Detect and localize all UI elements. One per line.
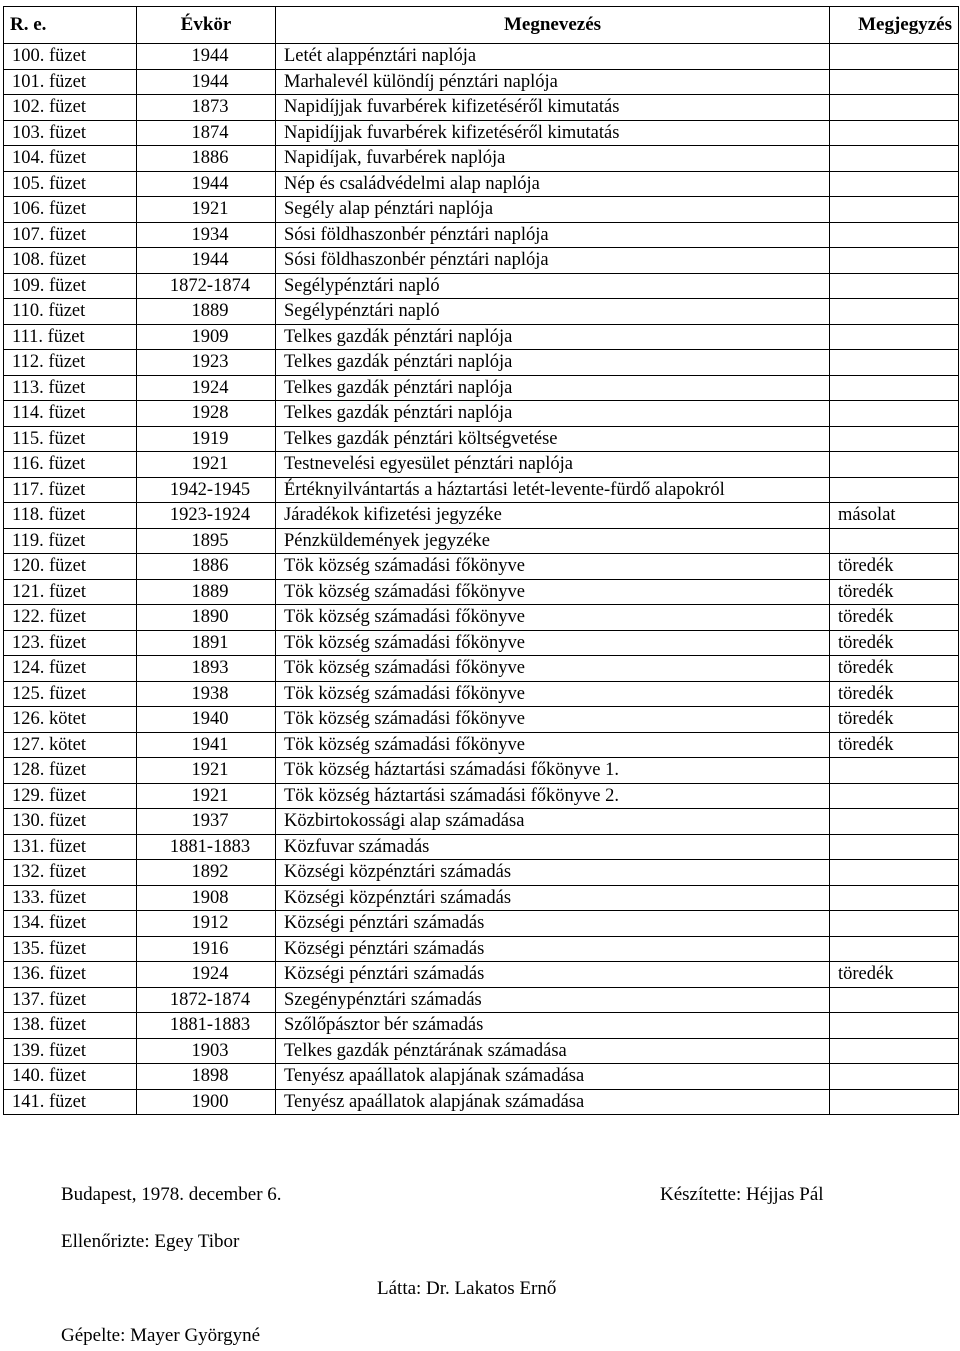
title-cell: Járadékok kifizetési jegyzéke [276, 503, 830, 529]
ref-number-cell: 134. füzet [4, 911, 137, 937]
remark-cell: töredék [830, 681, 959, 707]
remark-cell: töredék [830, 656, 959, 682]
ref-number-cell: 140. füzet [4, 1064, 137, 1090]
remark-cell [830, 44, 959, 70]
year-cell: 1924 [137, 962, 276, 988]
year-cell: 1921 [137, 783, 276, 809]
register-table [3, 6, 959, 1115]
ref-number-cell: 113. füzet [4, 375, 137, 401]
ref-number-cell: 127. kötet [4, 732, 137, 758]
ref-number-cell: 110. füzet [4, 299, 137, 325]
remark-cell [830, 146, 959, 172]
remark-cell [830, 452, 959, 478]
ref-number-cell: 137. füzet [4, 987, 137, 1013]
year-cell: 1872-1874 [137, 273, 276, 299]
year-cell: 1921 [137, 452, 276, 478]
remark-cell [830, 936, 959, 962]
title-cell: Községi közpénztári számadás [276, 885, 830, 911]
remark-cell: töredék [830, 605, 959, 631]
table-row [4, 911, 959, 937]
table-row [4, 707, 959, 733]
remark-cell [830, 987, 959, 1013]
ref-number-cell: 129. füzet [4, 783, 137, 809]
ref-number-cell: 139. füzet [4, 1038, 137, 1064]
title-cell: Marhalevél különdíj pénztári naplója [276, 69, 830, 95]
checked-by: Ellenőrizte: Egey Tibor [61, 1231, 240, 1252]
ref-number-cell: 104. füzet [4, 146, 137, 172]
table-row [4, 248, 959, 274]
header-ref-number: R. e. [4, 7, 137, 44]
remark-cell [830, 809, 959, 835]
table-row [4, 452, 959, 478]
table-row [4, 44, 959, 70]
year-cell: 1912 [137, 911, 276, 937]
year-cell: 1886 [137, 554, 276, 580]
title-cell: Tök község számadási főkönyve [276, 605, 830, 631]
ref-number-cell: 124. füzet [4, 656, 137, 682]
table-row [4, 426, 959, 452]
title-cell: Telkes gazdák pénztárának számadása [276, 1038, 830, 1064]
year-cell: 1881-1883 [137, 1013, 276, 1039]
remark-cell [830, 324, 959, 350]
year-cell: 1900 [137, 1089, 276, 1115]
year-cell: 1937 [137, 809, 276, 835]
table-row [4, 375, 959, 401]
remark-cell: töredék [830, 732, 959, 758]
title-cell: Telkes gazdák pénztári naplója [276, 324, 830, 350]
ref-number-cell: 131. füzet [4, 834, 137, 860]
title-cell: Közfuvar számadás [276, 834, 830, 860]
remark-cell [830, 860, 959, 886]
ref-number-cell: 125. füzet [4, 681, 137, 707]
title-cell: Testnevelési egyesület pénztári naplója [276, 452, 830, 478]
remark-cell [830, 528, 959, 554]
ref-number-cell: 118. füzet [4, 503, 137, 529]
table-row [4, 962, 959, 988]
title-cell: Községi pénztári számadás [276, 936, 830, 962]
title-cell: Tök község számadási főkönyve [276, 554, 830, 580]
title-cell: Napidíjjak fuvarbérek kifizetéséről kimutatás [276, 120, 830, 146]
title-cell: Telkes gazdák pénztári költségvetése [276, 426, 830, 452]
ref-number-cell: 108. füzet [4, 248, 137, 274]
table-row [4, 681, 959, 707]
year-cell: 1892 [137, 860, 276, 886]
year-cell: 1944 [137, 69, 276, 95]
remark-cell [830, 834, 959, 860]
title-cell: Nép és családvédelmi alap naplója [276, 171, 830, 197]
remark-cell [830, 885, 959, 911]
title-cell: Segély alap pénztári naplója [276, 197, 830, 223]
title-cell: Tök község számadási főkönyve [276, 732, 830, 758]
ref-number-cell: 115. füzet [4, 426, 137, 452]
year-cell: 1919 [137, 426, 276, 452]
remark-cell [830, 350, 959, 376]
ref-number-cell: 109. füzet [4, 273, 137, 299]
table-row [4, 656, 959, 682]
table-row [4, 630, 959, 656]
ref-number-cell: 130. füzet [4, 809, 137, 835]
remark-cell: töredék [830, 707, 959, 733]
title-cell: Tök község számadási főkönyve [276, 656, 830, 682]
ref-number-cell: 123. füzet [4, 630, 137, 656]
table-row [4, 732, 959, 758]
ref-number-cell: 112. füzet [4, 350, 137, 376]
header-row [4, 7, 959, 44]
title-cell: Szőlőpásztor bér számadás [276, 1013, 830, 1039]
ref-number-cell: 141. füzet [4, 1089, 137, 1115]
remark-cell [830, 1089, 959, 1115]
ref-number-cell: 132. füzet [4, 860, 137, 886]
year-cell: 1903 [137, 1038, 276, 1064]
ref-number-cell: 119. füzet [4, 528, 137, 554]
title-cell: Tök község háztartási számadási főkönyve 2. [276, 783, 830, 809]
table-row [4, 350, 959, 376]
remark-cell [830, 222, 959, 248]
title-cell: Pénzküldemények jegyzéke [276, 528, 830, 554]
table-row [4, 579, 959, 605]
year-cell: 1923-1924 [137, 503, 276, 529]
title-cell: Letét alappénztári naplója [276, 44, 830, 70]
table-row [4, 95, 959, 121]
table-row [4, 197, 959, 223]
remark-cell [830, 783, 959, 809]
table-row [4, 273, 959, 299]
table-row [4, 605, 959, 631]
ref-number-cell: 120. füzet [4, 554, 137, 580]
table-row [4, 503, 959, 529]
table-row [4, 834, 959, 860]
remark-cell [830, 911, 959, 937]
table-header [4, 7, 959, 44]
year-cell: 1916 [137, 936, 276, 962]
table-row [4, 1038, 959, 1064]
seen-by: Látta: Dr. Lakatos Ernő [377, 1278, 557, 1299]
year-cell: 1923 [137, 350, 276, 376]
title-cell: Sósi földhaszonbér pénztári naplója [276, 248, 830, 274]
year-cell: 1934 [137, 222, 276, 248]
remark-cell [830, 248, 959, 274]
year-cell: 1874 [137, 120, 276, 146]
title-cell: Tök község számadási főkönyve [276, 630, 830, 656]
table-row [4, 324, 959, 350]
table-row [4, 146, 959, 172]
table-row [4, 120, 959, 146]
title-cell: Községi pénztári számadás [276, 911, 830, 937]
year-cell: 1938 [137, 681, 276, 707]
year-cell: 1940 [137, 707, 276, 733]
place-date: Budapest, 1978. december 6. [61, 1184, 282, 1205]
year-cell: 1886 [137, 146, 276, 172]
prepared-by: Készítette: Héjjas Pál [660, 1184, 824, 1205]
year-cell: 1873 [137, 95, 276, 121]
table-row [4, 1013, 959, 1039]
remark-cell: töredék [830, 554, 959, 580]
year-cell: 1928 [137, 401, 276, 427]
title-cell: Segélypénztári napló [276, 299, 830, 325]
table-row [4, 401, 959, 427]
year-cell: 1942-1945 [137, 477, 276, 503]
ref-number-cell: 122. füzet [4, 605, 137, 631]
year-cell: 1921 [137, 197, 276, 223]
remark-cell [830, 375, 959, 401]
remark-cell [830, 1064, 959, 1090]
title-cell: Tök község számadási főkönyve [276, 681, 830, 707]
table-row [4, 222, 959, 248]
ref-number-cell: 102. füzet [4, 95, 137, 121]
ref-number-cell: 106. füzet [4, 197, 137, 223]
year-cell: 1889 [137, 579, 276, 605]
ref-number-cell: 128. füzet [4, 758, 137, 784]
year-cell: 1944 [137, 44, 276, 70]
header-remark: Megjegyzés [830, 7, 959, 44]
title-cell: Telkes gazdák pénztári naplója [276, 375, 830, 401]
header-title: Megnevezés [276, 7, 830, 44]
year-cell: 1881-1883 [137, 834, 276, 860]
title-cell: Segélypénztári napló [276, 273, 830, 299]
year-cell: 1891 [137, 630, 276, 656]
ref-number-cell: 121. füzet [4, 579, 137, 605]
title-cell: Tök község háztartási számadási főkönyve 1. [276, 758, 830, 784]
table-row [4, 987, 959, 1013]
ref-number-cell: 117. füzet [4, 477, 137, 503]
table-row [4, 885, 959, 911]
remark-cell [830, 95, 959, 121]
ref-number-cell: 136. füzet [4, 962, 137, 988]
title-cell: Tenyész apaállatok alapjának számadása [276, 1089, 830, 1115]
year-cell: 1898 [137, 1064, 276, 1090]
title-cell: Tök község számadási főkönyve [276, 707, 830, 733]
ref-number-cell: 138. füzet [4, 1013, 137, 1039]
remark-cell [830, 477, 959, 503]
ref-number-cell: 133. füzet [4, 885, 137, 911]
table-body [4, 44, 959, 1115]
ref-number-cell: 135. füzet [4, 936, 137, 962]
table-row [4, 783, 959, 809]
year-cell: 1908 [137, 885, 276, 911]
remark-cell [830, 1013, 959, 1039]
table-row [4, 69, 959, 95]
remark-cell [830, 273, 959, 299]
table-row [4, 809, 959, 835]
remark-cell [830, 197, 959, 223]
table-row [4, 758, 959, 784]
year-cell: 1941 [137, 732, 276, 758]
title-cell: Községi pénztári számadás [276, 962, 830, 988]
table-row [4, 1089, 959, 1115]
typed-by: Gépelte: Mayer Györgyné [61, 1325, 261, 1346]
title-cell: Napidíjjak fuvarbérek kifizetéséről kimutatás [276, 95, 830, 121]
remark-cell: töredék [830, 579, 959, 605]
remark-cell: töredék [830, 630, 959, 656]
year-cell: 1909 [137, 324, 276, 350]
title-cell: Tök község számadási főkönyve [276, 579, 830, 605]
year-cell: 1893 [137, 656, 276, 682]
table-row [4, 477, 959, 503]
table-row [4, 171, 959, 197]
table-row [4, 299, 959, 325]
table-row [4, 936, 959, 962]
year-cell: 1895 [137, 528, 276, 554]
ref-number-cell: 103. füzet [4, 120, 137, 146]
table-row [4, 528, 959, 554]
title-cell: Tenyész apaállatok alapjának számadása [276, 1064, 830, 1090]
ref-number-cell: 114. füzet [4, 401, 137, 427]
year-cell: 1944 [137, 248, 276, 274]
title-cell: Közbirtokossági alap számadása [276, 809, 830, 835]
title-cell: Értéknyilvántartás a háztartási letét-levente-fürdő alapokról [276, 477, 830, 503]
remark-cell: másolat [830, 503, 959, 529]
remark-cell [830, 299, 959, 325]
year-cell: 1889 [137, 299, 276, 325]
remark-cell [830, 1038, 959, 1064]
remark-cell [830, 758, 959, 784]
ref-number-cell: 126. kötet [4, 707, 137, 733]
remark-cell [830, 401, 959, 427]
ref-number-cell: 101. füzet [4, 69, 137, 95]
remark-cell: töredék [830, 962, 959, 988]
title-cell: Telkes gazdák pénztári naplója [276, 350, 830, 376]
table-row [4, 1064, 959, 1090]
table-row [4, 860, 959, 886]
year-cell: 1872-1874 [137, 987, 276, 1013]
title-cell: Napidíjak, fuvarbérek naplója [276, 146, 830, 172]
header-year-range: Évkör [137, 7, 276, 44]
ref-number-cell: 116. füzet [4, 452, 137, 478]
remark-cell [830, 69, 959, 95]
title-cell: Telkes gazdák pénztári naplója [276, 401, 830, 427]
title-cell: Községi közpénztári számadás [276, 860, 830, 886]
ref-number-cell: 107. füzet [4, 222, 137, 248]
title-cell: Sósi földhaszonbér pénztári naplója [276, 222, 830, 248]
remark-cell [830, 426, 959, 452]
table-row [4, 554, 959, 580]
year-cell: 1944 [137, 171, 276, 197]
year-cell: 1924 [137, 375, 276, 401]
ref-number-cell: 111. füzet [4, 324, 137, 350]
year-cell: 1890 [137, 605, 276, 631]
year-cell: 1921 [137, 758, 276, 784]
title-cell: Szegénypénztári számadás [276, 987, 830, 1013]
ref-number-cell: 100. füzet [4, 44, 137, 70]
remark-cell [830, 171, 959, 197]
remark-cell [830, 120, 959, 146]
ref-number-cell: 105. füzet [4, 171, 137, 197]
